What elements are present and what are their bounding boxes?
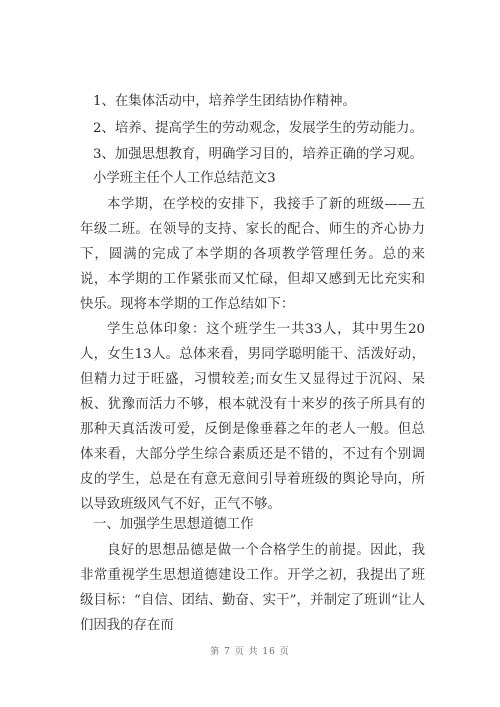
subheading-moral-education: 一、加强学生思想道德工作: [93, 517, 254, 532]
list-item-2: 2、培养、提高学生的劳动观念，发展学生的劳动能力。: [93, 121, 423, 136]
list-item-3: 3、加强思想教育，明确学习目的，培养正确的学习观。: [93, 147, 423, 162]
paragraph-student-impression: 学生总体印象：这个班学生一共33人，其中男生20人，女生13人。总体来看，男同学聪明能干、活泼好动，但精力过于旺盛，习惯较差;而女生又显得过于沉闷、呆板、犹豫而活力不够，根本就没有十来岁的孩子所具有的那种天真活泼可爱，反倒是像垂暮之年的老人一般。但总体来看，大部分学生综合素质还是不错的，不过有个别调皮的学生，总是在有意无意间引导着班级的舆论导向，所以导致班级风气不好，正气不够。: [80, 322, 425, 512]
paragraph-intro: 本学期，在学校的安排下，我接手了新的班级——五年级二班。在领导的支持、家长的配合、师生的齐心协力下，圆满的完成了本学期的各项教学管理任务。总的来说，本学期的工作紧张而又忙碌，但却又感到无比充实和快乐。现将本学期的工作总结如下：: [80, 197, 425, 312]
section-title: 小学班主任个人工作总结范文3: [93, 171, 276, 186]
page-footer: 第 7 页 共 16 页: [210, 647, 290, 657]
paragraph-moral-education: 良好的思想品德是做一个合格学生的前提。因此，我非常重视学生思想道德建设工作。开学之初，我提出了班级目标：“自信、团结、勤奋、实干”，并制定了班训“让人们因我的存在而: [80, 543, 425, 633]
list-item-1: 1、在集体活动中，培养学生团结协作精神。: [93, 94, 356, 109]
